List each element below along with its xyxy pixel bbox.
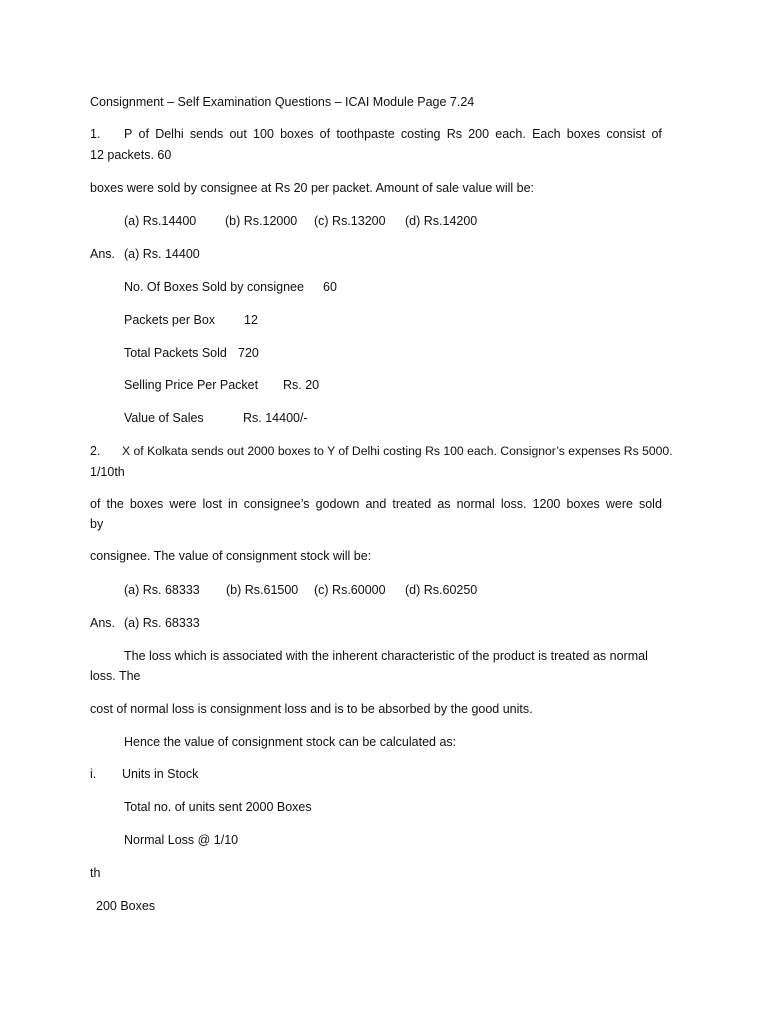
- q2-step-title: Units in Stock: [122, 767, 199, 781]
- q2-line2-word: lost: [202, 497, 222, 511]
- q1-number: 1.: [90, 127, 101, 141]
- q2-step: [90, 766, 198, 782]
- q1-work-value: 60: [323, 280, 337, 294]
- q2-answer-value: (a) Rs. 68333: [124, 616, 200, 630]
- q2-number: 2.: [90, 444, 101, 458]
- q2-line2-word: 1200: [532, 497, 561, 511]
- q1-work-row: [124, 345, 259, 361]
- q2-line2-word: and: [365, 497, 387, 511]
- q1-option-b: (b) Rs.12000: [225, 214, 298, 228]
- q1-line1-word: of: [138, 127, 149, 141]
- q2-loss-boxes: 200 Boxes: [96, 899, 156, 913]
- q2-line2-word: loss.: [500, 497, 527, 511]
- q2-line2-word: sold: [638, 497, 662, 511]
- q2-line2-continued: by: [90, 517, 104, 531]
- q2-options: [124, 582, 477, 598]
- q1-work-row: [124, 377, 319, 393]
- q2-option-b: (b) Rs.61500: [226, 583, 299, 597]
- q1-work-label: Packets per Box: [124, 313, 216, 327]
- q2-superscript-th: th: [90, 866, 101, 880]
- q2-answer-label: Ans.: [90, 616, 116, 630]
- q1-work-row: [124, 279, 337, 295]
- q2-total-sent: Total no. of units sent 2000 Boxes: [124, 800, 312, 814]
- q1-line1-word: 200: [468, 127, 490, 141]
- q2-explanation-1: The loss which is associated with the inherent characteristic of the product is treated as normal: [124, 649, 648, 663]
- q2-line2-word: of: [90, 497, 101, 511]
- q2-line1-continued: 1/10th: [90, 465, 125, 479]
- q1-line1-word: of: [319, 127, 331, 141]
- q2-option-a: (a) Rs. 68333: [124, 583, 200, 597]
- q1-work-value: 720: [238, 346, 259, 360]
- q1-work-label: Selling Price Per Packet: [124, 378, 259, 392]
- q1-line3: boxes were sold by consignee at Rs 20 per packet. Amount of sale value will be:: [90, 181, 535, 195]
- q1-option-a: (a) Rs.14400: [124, 214, 197, 228]
- q2-explanation-2: cost of normal loss is consignment loss and is to be absorbed by the good units.: [90, 702, 533, 716]
- q2-explanation-3: Hence the value of consignment stock can be calculated as:: [124, 735, 457, 749]
- q1-line1-word: P: [124, 127, 133, 141]
- q1-line1-word: each.: [495, 127, 526, 141]
- q2-line2-word: boxes: [129, 497, 164, 511]
- q1-work-row: [124, 410, 308, 426]
- q2-line1: X of Kolkata sends out 2000 boxes to Y of Delhi costing Rs 100 each. Consignor’s expenses Rs 5000.: [122, 444, 673, 458]
- q2-line2-word: were: [169, 497, 197, 511]
- q2-line2-word: treated: [392, 497, 432, 511]
- q2-line2-word: consignee’s: [243, 497, 310, 511]
- q1-line1-word: out: [229, 127, 247, 141]
- q1-options: [124, 213, 477, 229]
- q2-normal-loss: Normal Loss @ 1/10: [124, 833, 239, 847]
- q2-line2: [90, 496, 662, 512]
- q1-work-value: Rs. 20: [283, 378, 320, 392]
- q1-work-label: Value of Sales: [124, 411, 204, 425]
- q2-explanation-1-continued: loss. The: [90, 669, 141, 683]
- q2-line2-word: as: [437, 497, 451, 511]
- q2-line2-word: were: [605, 497, 633, 511]
- q1-work-label: No. Of Boxes Sold by consignee: [124, 280, 304, 294]
- q1-work-value: Rs. 14400/-: [243, 411, 308, 425]
- q1-line1-word: Delhi: [155, 127, 184, 141]
- q1-answer-label: Ans.: [90, 247, 116, 261]
- q1-line2: 12 packets. 60: [90, 148, 172, 162]
- q2-step-number: i.: [90, 767, 97, 781]
- q1-answer: [90, 246, 200, 262]
- q2-line2-word: in: [227, 497, 238, 511]
- q1-line1-word: boxes: [280, 127, 314, 141]
- q1-line1-word: costing: [400, 127, 441, 141]
- q2-option-d: (d) Rs.60250: [405, 583, 478, 597]
- q1-line1: [124, 126, 662, 142]
- q1-line1-word: of: [651, 127, 662, 141]
- q1-line1-word: Each: [532, 127, 561, 141]
- q2-option-c: (c) Rs.60000: [314, 583, 386, 597]
- q1-line1-word: consist: [606, 127, 646, 141]
- q1-line1-word: toothpaste: [336, 127, 395, 141]
- q1-line1-word: 100: [253, 127, 274, 141]
- q2-line3: consignee. The value of consignment stock will be:: [90, 549, 372, 563]
- q2-line2-word: the: [106, 497, 124, 511]
- q1-option-c: (c) Rs.13200: [314, 214, 386, 228]
- q1-line1-word: boxes: [566, 127, 601, 141]
- q2-line2-word: boxes: [566, 497, 600, 511]
- document-title: Consignment – Self Examination Questions – ICAI Module Page 7.24: [90, 95, 475, 109]
- q2-line2-word: normal: [456, 497, 495, 511]
- q2-line2-word: godown: [315, 497, 360, 511]
- q1-answer-value: (a) Rs. 14400: [124, 247, 200, 261]
- q1-line1-word: Rs: [446, 127, 462, 141]
- q2-answer: [90, 615, 200, 631]
- q1-work-row: [124, 312, 258, 328]
- q1-line1-word: sends: [189, 127, 224, 141]
- q1-work-value: 12: [244, 313, 258, 327]
- q1-work-label: Total Packets Sold: [124, 346, 227, 360]
- q1-option-d: (d) Rs.14200: [405, 214, 478, 228]
